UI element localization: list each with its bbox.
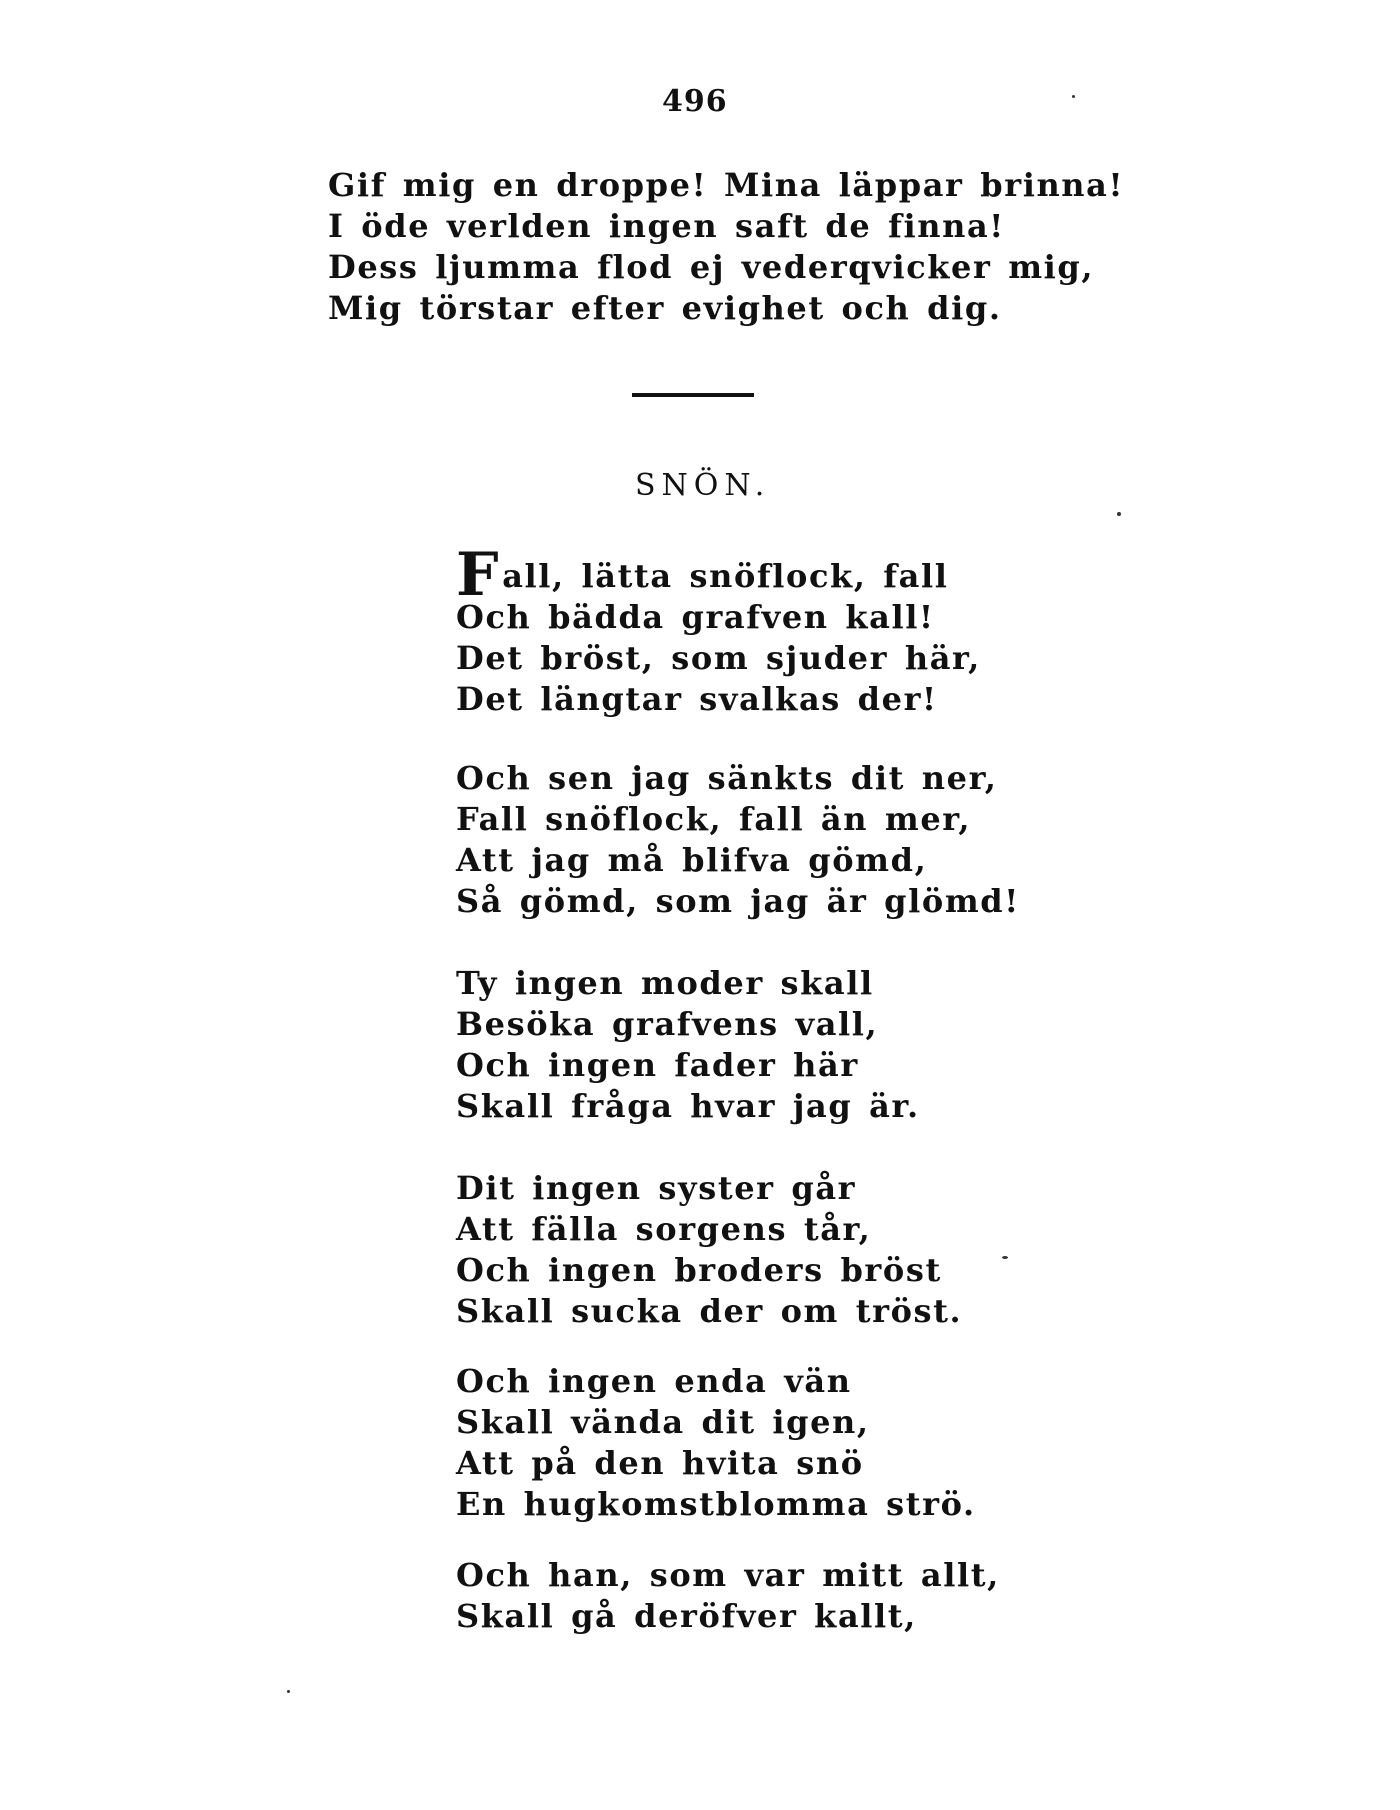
poem-line: Så gömd, som jag är glömd! [456, 882, 1020, 920]
poem-line: Att fälla sorgens tår, [456, 1210, 872, 1248]
poem-line: Mig törstar efter evighet och dig. [328, 289, 1002, 327]
stanza-4 [456, 1168, 962, 1332]
scan-speck [1002, 1256, 1008, 1259]
poem-line: Dit ingen syster går [456, 1169, 857, 1207]
poem-line: En hugkomstblomma strö. [456, 1485, 976, 1523]
scan-speck [287, 1690, 290, 1693]
poem-line: Besöka grafvens vall, [456, 1005, 879, 1043]
stanza-1 [456, 540, 981, 720]
poem-line [456, 540, 981, 610]
poem-line: Och ingen fader här [456, 1046, 859, 1084]
poem-line-text: all, lätta snöflock, fall [502, 557, 949, 595]
poem-line: Och han, som var mitt allt, [456, 1556, 1000, 1594]
section-divider [632, 393, 754, 397]
poem-line: Ty ingen moder skall [456, 964, 874, 1002]
stanza-6 [456, 1555, 1000, 1637]
poem-line: Och ingen broders bröst [456, 1251, 942, 1289]
poem-title: SNÖN. [635, 468, 771, 503]
poem-line: Det bröst, som sjuder här, [456, 639, 981, 677]
stanza-2 [456, 758, 1020, 922]
poem-line: Skall gå deröfver kallt, [456, 1597, 917, 1635]
poem-line: Skall sucka der om tröst. [456, 1292, 963, 1330]
poem-line: Att på den hvita snö [456, 1444, 864, 1482]
previous-poem-stanza [328, 165, 1124, 329]
poem-line: I öde verlden ingen saft de finna! [328, 207, 1005, 245]
drop-cap: F [456, 540, 501, 610]
poem-line: Dess ljumma flod ej vederqvicker mig, [328, 248, 1095, 286]
poem-line: Och ingen enda vän [456, 1362, 852, 1400]
poem-line: Och bädda grafven kall! [456, 598, 935, 636]
poem-line: Skall vända dit igen, [456, 1403, 870, 1441]
poem-line: Och sen jag sänkts dit ner, [456, 759, 998, 797]
scan-speck [1117, 512, 1121, 516]
stanza-5 [456, 1361, 976, 1525]
page-number: 496 [662, 84, 728, 119]
stanza-3 [456, 963, 920, 1127]
poem-line: Det längtar svalkas der! [456, 680, 938, 718]
poem-line: Gif mig en droppe! Mina läppar brinna! [328, 166, 1125, 204]
scan-speck [1072, 95, 1075, 98]
poem-line: Skall fråga hvar jag är. [456, 1087, 920, 1125]
poem-line: Att jag må blifva gömd, [456, 841, 928, 879]
poem-line: Fall snöflock, fall än mer, [456, 800, 972, 838]
